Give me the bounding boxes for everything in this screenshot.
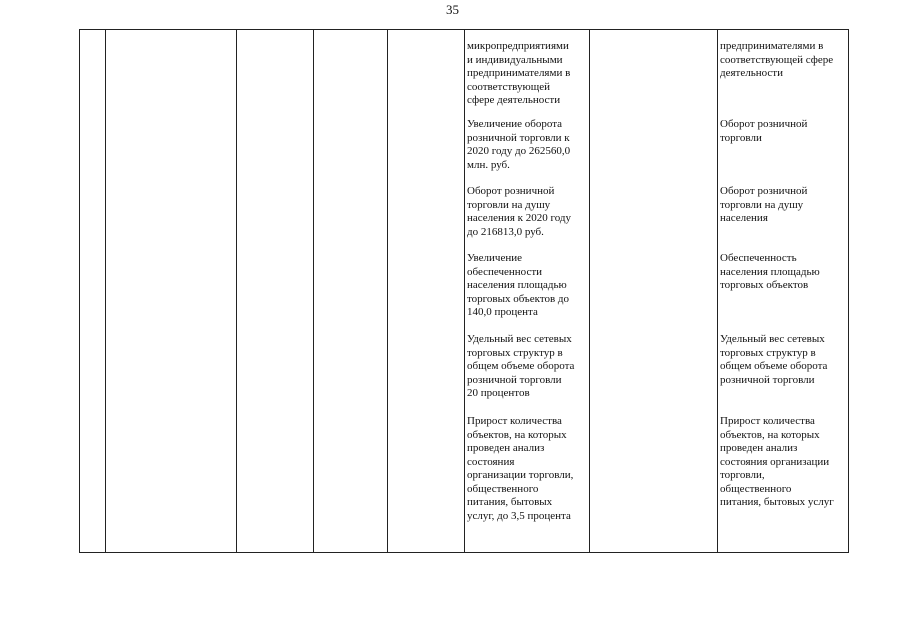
column-divider (717, 30, 718, 552)
indicator-name-cell: Оборот розничной торговли (720, 118, 808, 144)
indicator-cell: Оборот розничной торговли на душу населения к 2020 году до 216813,0 руб. (467, 185, 571, 238)
column-divider (387, 30, 388, 552)
column-divider (105, 30, 106, 552)
indicator-name-cell: предпринимателями в соответствующей сфере деятельности (720, 40, 834, 79)
indicator-name-cell: Прирост количества объектов, на которых проведен анализ состояния организации торговли, общественного питания, бытовых услуг (720, 415, 834, 508)
indicator-cell: Увеличение оборота розничной торговли к 2020 году до 262560,0 млн. руб. (467, 118, 571, 171)
table (79, 29, 849, 553)
page-number: 35 (446, 2, 459, 17)
indicator-cell: микропредприятиями и индивидуальными предпринимателями в соответствующей сфере деятельности (467, 40, 571, 106)
indicator-name-cell: Обеспеченность населения площадью торговых объектов (720, 252, 820, 291)
column-divider (848, 30, 849, 552)
column-divider (236, 30, 237, 552)
indicator-name-cell: Оборот розничной торговли на душу населения (720, 185, 808, 224)
column-divider (589, 30, 590, 552)
indicator-cell: Прирост количества объектов, на которых проведен анализ состояния организации торговли, общественного питания, бытовых услуг, до 3,5 процента (467, 415, 574, 522)
column-divider (79, 30, 80, 552)
column-divider (464, 30, 465, 552)
column-divider (313, 30, 314, 552)
indicator-name-cell: Удельный вес сетевых торговых структур в общем объеме оборота розничной торговли (720, 333, 828, 386)
indicator-cell: Увеличение обеспеченности населения площадью торговых объектов до 140,0 процента (467, 252, 570, 318)
indicator-cell: Удельный вес сетевых торговых структур в общем объеме оборота розничной торговли 20 процентов (467, 333, 575, 399)
